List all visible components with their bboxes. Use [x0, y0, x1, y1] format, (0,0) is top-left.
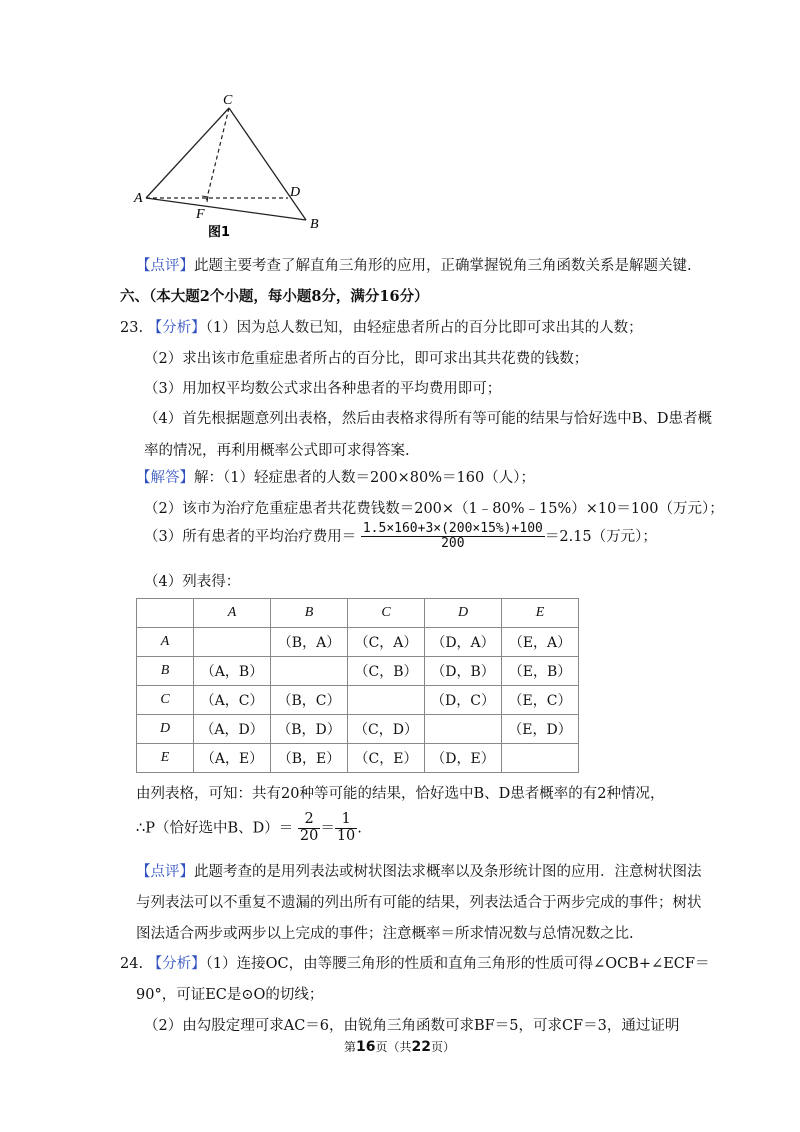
probability-fraction-2: $\frac{1}{10}$	[336, 811, 356, 844]
q23-answer-tag: 【解答】	[136, 470, 194, 486]
triangle-figure	[130, 90, 330, 240]
q23-analysis-line-2: （2）求出该市危重症患者所占的百分比，即可求出其共花费的钱数；	[144, 351, 589, 367]
q23-answer-line-1: 【解答】解：（1）轻症患者的人数＝200×80%＝160（人）；	[136, 470, 535, 486]
label-f: F	[196, 207, 205, 222]
review-1	[136, 254, 692, 275]
label-d: D	[290, 185, 301, 200]
review-tag: 【点评】	[136, 258, 194, 274]
q23-analysis-line-1: 23. 【分析】（1）因为总人数已知，由轻症患者所占的百分比即可求出其的人数；	[120, 320, 643, 336]
table-row: E （A，E） （B，E） （C，E） （D，E）	[137, 744, 579, 773]
probability-fraction-1: $\frac{2}{20}$	[299, 811, 319, 844]
q24-analysis-line-2: 90°，可证EC是⊙O的切线；	[136, 987, 324, 1003]
total-pages: 22	[411, 1039, 431, 1055]
table-row: A （B，A） （C，A） （D，A） （E，A）	[137, 628, 579, 657]
section-heading: 六、（本大题2个小题，每小题8分，满分16分）	[120, 288, 429, 305]
q24-analysis-line-1: 24. 【分析】（1）连接OC，由等腰三角形的性质和直角三角形的性质可得∠OCB+∠ECF＝	[120, 956, 710, 972]
table-row: D （A，D） （B，D） （C，D） （E，D）	[137, 715, 579, 744]
table-row: A B C D E	[137, 599, 579, 628]
q23-probability: ∴P（恰好选中B、D）＝ $\frac{2}{20}$ ＝ $\frac{1}{10}$ .	[136, 811, 362, 844]
q23-answer-line-2: （2）该市为治疗危重症患者共花费钱数＝200×（1﹣80%﹣15%）×10＝100（万元）；	[144, 501, 724, 517]
q24-analysis-line-3: （2）由勾股定理可求AC＝6，由锐角三角函数可求BF＝5，可求CF＝3，通过证明	[144, 1018, 680, 1034]
edge-ab	[146, 198, 306, 220]
average-cost-fraction: $\frac{1.5\times 160+3\times(200\times 15\%)+100}{200}$	[362, 521, 543, 552]
current-page: 16	[356, 1039, 376, 1055]
table-row: C （A，C） （B，C） （D，C） （E，C）	[137, 686, 579, 715]
dashed-cf	[206, 108, 229, 202]
q23-analysis-line-5: 率的情况，再利用概率公式即可求得答案.	[144, 443, 410, 459]
q23-analysis-line-4: （4）首先根据题意列出表格，然后由表格求得所有等可能的结果与恰好选中B、D患者概	[144, 411, 713, 427]
outcome-table	[136, 598, 579, 773]
q23-review-tag: 【点评】	[136, 864, 194, 880]
label-c: C	[223, 93, 233, 108]
q24-number: 24.	[120, 956, 144, 972]
label-a: A	[134, 191, 143, 206]
q23-review-line-3: 图法适合两步或两步以上完成的事件；注意概率＝所求情况数与总情况数之比.	[136, 926, 634, 942]
q24-analysis-tag: 【分析】	[147, 956, 206, 972]
edge-cb	[229, 108, 306, 220]
q23-part3: （3）所有患者的平均治疗费用＝ $\frac{1.5\times 160+3\times(200\times 15\%)+100}{200}$ ＝2.15（万元）；	[144, 521, 657, 552]
figure-caption: 图1	[208, 225, 231, 240]
q23-analysis-line-3: （3）用加权平均数公式求出各种患者的平均费用即可；	[144, 381, 502, 397]
right-angle-mark	[202, 196, 208, 202]
q23-conclusion: 由列表格，可知：共有20种等可能的结果，恰好选中B、D患者概率的有2种情况，	[136, 786, 665, 802]
table-row: B （A，B） （C，B） （D，B） （E，B）	[137, 657, 579, 686]
q23-analysis-tag: 【分析】	[147, 320, 206, 336]
review-text: 此题主要考查了解直角三角形的应用，正确掌握锐角三角函数关系是解题关键.	[194, 258, 692, 274]
edge-ac	[146, 108, 229, 198]
label-b: B	[310, 217, 319, 232]
page-footer: 第16页（共22页）	[344, 1039, 456, 1055]
q23-part4: （4）列表得：	[144, 574, 241, 590]
q23-review-line-1: 【点评】此题考查的是用列表法或树状图法求概率以及条形统计图的应用．注意树状图法	[136, 864, 702, 880]
q23-number: 23.	[120, 320, 144, 336]
q23-review-line-2: 与列表法可以不重复不遗漏的列出所有可能的结果，列表法适合于两步完成的事件；树状	[136, 895, 702, 911]
